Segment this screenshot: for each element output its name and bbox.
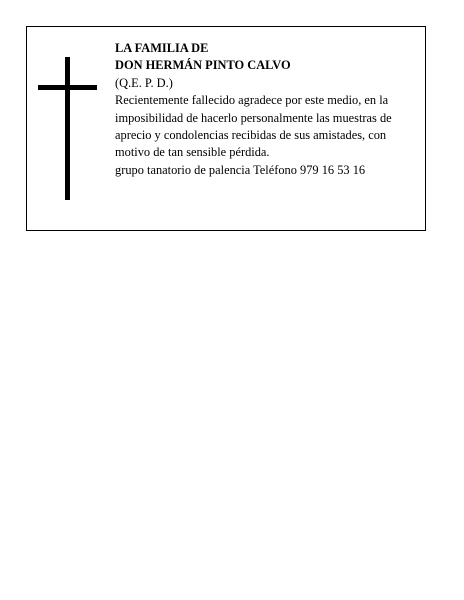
obituary-notice [26, 26, 426, 231]
cross-horizontal-bar [38, 85, 97, 90]
deceased-name: DON HERMÁN PINTO CALVO [115, 58, 291, 73]
cross-vertical-bar [65, 57, 70, 200]
family-heading: LA FAMILIA DE [115, 41, 209, 55]
funeral-home-contact: grupo tanatorio de palencia Teléfono 979 16 53 16 [115, 162, 366, 177]
qepd-label: (Q.E. P. D.) [115, 75, 173, 90]
notice-text-block [115, 40, 423, 179]
thanks-message: Recientemente fallecido agradece por este medio, en la imposibilidad de hacerlo personalmente las muestras de aprecio y condolencias recibidas de sus amistades, con motivo de tan sensible pérdida. [115, 93, 392, 160]
